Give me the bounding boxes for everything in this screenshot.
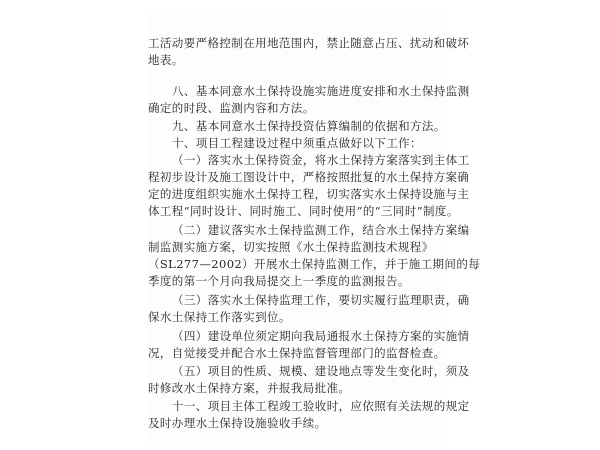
- text-line: （二）建议落实水土保持监测工作，结合水土保持方案编: [172, 223, 470, 237]
- text-line: 程初步设计及施工图设计中，严格按照批复的水土保持方案确: [148, 170, 470, 184]
- text-line: 况，自觉接受并配合水土保持监督管理部门的监督检查。: [148, 346, 446, 360]
- text-line: 工活动要严格控制在用地范围内，禁止随意占压、扰动和破坏: [148, 36, 470, 50]
- text-line: 定的进度组织实施水土保持工程，切实落实水土保持设施与主: [148, 187, 470, 201]
- text-line: 地表。: [148, 53, 184, 67]
- text-line: 制监测实施方案，切实按照《水土保持监测技术规程》: [148, 240, 434, 254]
- text-line: 十一、项目主体工程竣工验收时，应依照有关法规的规定: [172, 399, 470, 413]
- document-sheet: [148, 14, 481, 442]
- text-line: 季度的第一个月向我局提交上一季度的监测报告。: [148, 274, 410, 288]
- text-line: 十、项目工程建设过程中须重点做好以下工作：: [172, 136, 422, 150]
- text-line: （三）落实水土保持监理工作，要切实履行监理职责，确: [172, 293, 470, 307]
- text-line: 八、基本同意水土保持设施实施进度安排和水土保持监测: [172, 84, 470, 98]
- text-line: （一）落实水土保持资金，将水土保持方案落实到主体工: [172, 153, 470, 167]
- text-line: 及时办理水土保持设施验收手续。: [148, 416, 327, 430]
- text-line: 九、基本同意水土保持投资估算编制的依据和方法。: [172, 119, 446, 133]
- text-line: （SL277—2002）开展水土保持监测工作，并于施工期间的每: [148, 257, 481, 271]
- text-line: 保水土保持工作落实到位。: [148, 310, 291, 324]
- text-line: （四）建设单位须定期向我局通报水土保持方案的实施情: [172, 329, 470, 343]
- text-line: （五）项目的性质、规模、建设地点等发生变化时，须及: [172, 364, 470, 378]
- text-line: 体工程“同时设计、同时施工、同时使用”的“三同时”制度。: [148, 204, 459, 218]
- text-line: 时修改水土保持方案，并报我局批准。: [148, 381, 351, 395]
- text-line: 确定的时段、监测内容和方法。: [148, 101, 315, 115]
